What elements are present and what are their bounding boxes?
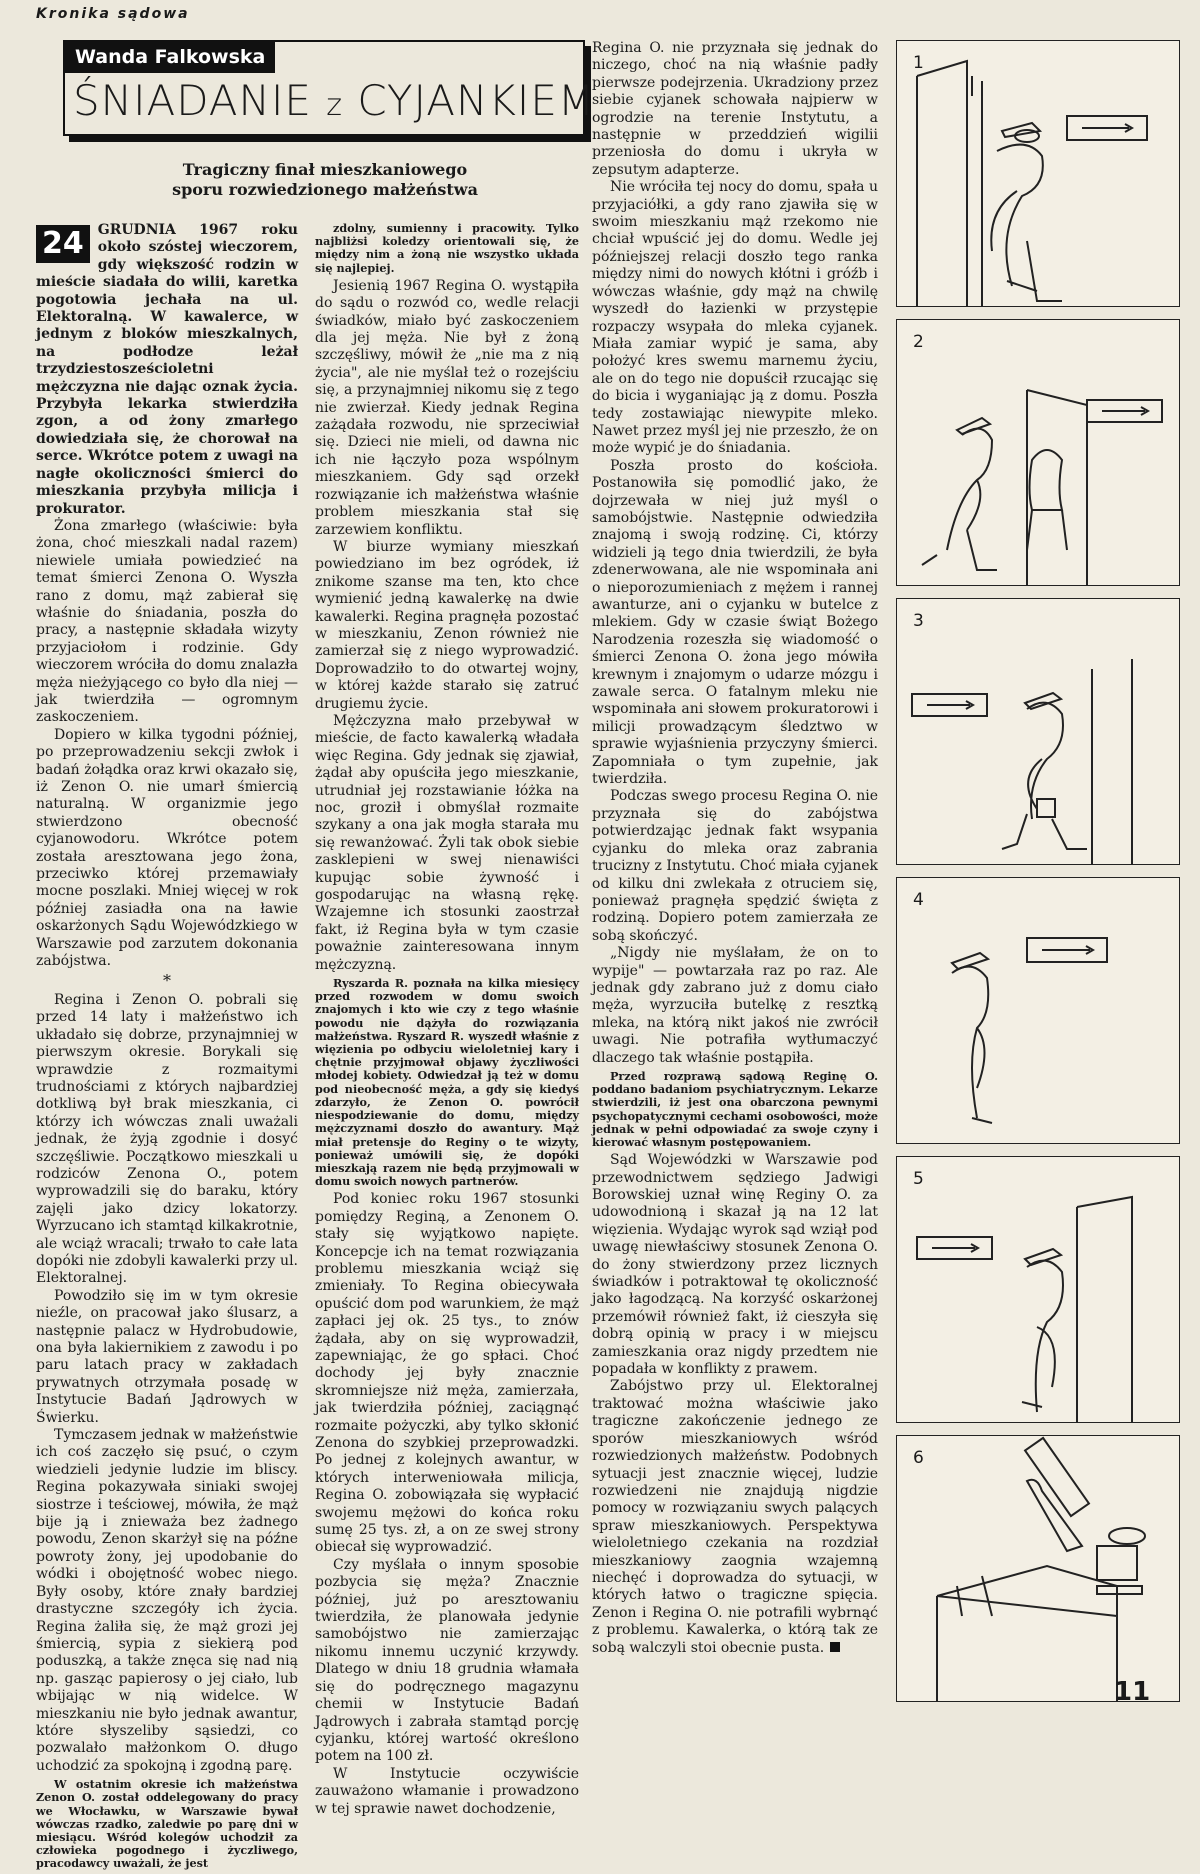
paragraph-small: Ryszarda R. poznała na kilka miesięcy przed rozwodem w domu swoich znajomych i kto wie czy z tego właśnie powodu nie dążyła do rozwiązania małżeństwa. Ryszard R. wyszedł właśnie z więzienia po odbyciu wieloletniej kary i chętnie przyjmował objawy życzliwości młodej kobiety. Odwiedzał ją też w domu pod nieobecność męża, a gdy się kiedyś zdarzyło, że Zenon O. powrócił niespodziewanie do domu, między mężczyznami doszło do awantury. Mąż miał pretensje do Reginy o te wizyty, ponieważ umówili się, że dopóki mieszkają razem nie będą przyjmowali w domu swoich nowych partnerów.: [315, 976, 579, 1189]
comic-panel-1: [896, 40, 1180, 307]
paragraph: W Instytucie oczywiście zauważono włamanie i prowadzono w tej sprawie nawet dochodzenie,: [315, 1765, 579, 1817]
article-column-2: [315, 222, 579, 1818]
paragraph: Dopiero w kilka tygodni później, po przeprowadzeniu sekcji zwłok i badań żołądka oraz krwi okazało się, iż Zenon O. nie umarł śmiercią naturalną. W organizmie jego stwierdzono obecność cyjanowodoru. Wkrótce potem została aresztowana jego żona, przeciwko której przemawiały mocne poszlaki. Mniej więcej w rok później zasiadła ona na ławie oskarżonych Sądu Wojewódzkiego w Warszawie pod zarzutem dokonania zabójstwa.: [36, 726, 298, 970]
paragraph: Regina O. nie przyznała się jednak do niczego, choć na nią właśnie padły pierwsze podejrzenia. Ukradziony przez siebie cyjanek schowała najpierw w ogrodzie na terenie Instytutu, a następnie w przeddzień wigilii przeniosła do domu i ukryła w zepsutym adapterze.: [592, 40, 878, 178]
paragraph: Nie wróciła tej nocy do domu, spała u przyjaciółki, a gdy rano zjawiła się w swoim mieszkaniu mąż rzekomo nie chciał wpuścić jej do domu. Wedle jej późniejszej relacji doszło tego ranka między nimi do nowych kłótni i gróźb i wówczas właśnie, gdy mąż na chwilę wyszedł do łazienki w przystępie rozpaczy wsypała do mleka cyjanek. Miała zamiar wypić je sama, aby położyć kres swemu marnemu życiu, ale on do tego nie dopuścił rzucając się do bicia i wyganiając ją z domu. Poszła tedy zostawiając niewypite mleko. Nawet przez myśl jej nie przeszło, że on może wypić je do śniadania.: [592, 179, 878, 457]
paragraph-small: Przed rozprawą sądową Reginę O. poddano badaniom psychiatrycznym. Lekarze stwierdzili, iż jest ona obarczona pewnymi psychopatycznymi cechami osobowości, może jednak w pełni odpowiadać za swoje czyny i kierować własnym postępowaniem.: [592, 1068, 878, 1149]
paragraph: Sąd Wojewódzki w Warszawie pod przewodnictwem sędziego Jadwigi Borowskiej uznał winę Reginy O. za udowodnioną i skazał ją na 12 lat więzienia. Wydając wyrok sąd wziął pod uwagę niewłaściwy stosunek Zenona O. do żony stwierdzony przez licznych świadków i potraktował tę okoliczność jako łagodzącą. Na korzyść oskarżonej przemówił również fakt, iż cieszyła się dobrą opinią w pracy i w miejscu zamieszkania oraz nigdy przedtem nie popadała w konflikty z prawem.: [592, 1152, 878, 1378]
paragraph: W biurze wymiany mieszkań powiedziano im bez ogródek, iż znikome szanse ma ten, kto chce wymienić jedną kawalerkę na dwie kawalerki. Regina pragnęła pozostać w mieszkaniu, Zenon również nie zamierzał się z niego wyprowadzić. Doprowadziło to do otwartej wojny, w której każde starało się zatruć drugiemu życie.: [315, 538, 579, 712]
subtitle-line-2: sporu rozwiedzionego małżeństwa: [172, 180, 478, 199]
panel-illustration: [897, 1436, 1179, 1701]
article-column-1: [36, 222, 298, 1874]
paragraph: Pod koniec roku 1967 stosunki pomiędzy Reginą, a Zenonem O. stały się wyjątkowo napięte. Koncepcje ich na temat rozwiązania problemu mieszkania wciąż się zmieniały. To Regina obiecywała opuścić dom pod warunkiem, że mąż zapłaci jej ok. 25 tys., to znów żądała, aby on się wyprowadził, zapewniając, że go spłaci. Choć dochody jej były znacznie skromniejsze niż męża, zamierzała, jak twierdziła później, zaciągnąć rozmaite pożyczki, aby tylko skłonić Zenona do szybkiej przeprowadzki. Po jednej z kolejnych awantur, w których interweniowała milicja, Regina O. zobowiązała się wypłacić swojemu mężowi do końca roku sumę 25 tys. zł, a on ze swej strony obiecał się wyprowadzić.: [315, 1191, 579, 1556]
section-separator: *: [163, 971, 171, 991]
comic-panel-6: [896, 1435, 1180, 1702]
paragraph: „Nigdy nie myślałam, że on to wypije" — powtarzała raz po raz. Ale jednak gdy zabrano już z domu ciało męża, wyrzuciła butelkę z resztką mleka, na którą nikt jakoś nie zwrócił uwagi. Nie potrafiła wytłumaczyć dlaczego tak właśnie postąpiła.: [592, 945, 878, 1066]
panel-number: 4: [913, 890, 924, 910]
paragraph: Mężczyzna mało przebywał w mieście, de facto kawalerką władała więc Regina. Gdy jednak się zjawiał, żądał aby opuściła jego mieszkanie, utrudniał jej rozstawianie łóżka na noc, groził i obmyślał rozmaite szykany a ona jak mogła starała mu się rewanżować. Żyli tak obok siebie zasklepieni w swej nienawiści kupując sobie żywność i gospodarując na własną rękę. Wzajemne ich stosunki zaostrzał fakt, iż Regina była w tym czasie poważnie zainteresowana innym mężczyzną.: [315, 712, 579, 973]
section-label: Kronika sądowa: [36, 6, 190, 22]
paragraph: Jesienią 1967 Regina O. wystąpiła do sądu o rozwód co, wedle relacji świadków, miało być zaskoczeniem dla jej męża. Nie był z żoną szczęśliwy, mówił że „nie ma z nią życia", ale nie myślał też o rozejściu się, a przynajmniej nikomu się z tego nie zwierzał. Kiedy jednak Regina zażądała rozwodu, nie sprzeciwiał się. Dzieci nie mieli, od dawna nic ich nie łączyło poza wspólnym mieszkaniem. Gdy sąd orzekł rozwiązanie ich małżeństwa właśnie problem mieszkania stał się zarzewiem konfliktu.: [315, 277, 579, 538]
comic-panel-3: [896, 598, 1180, 865]
panel-illustration: [897, 1157, 1179, 1422]
panel-number: 6: [913, 1448, 924, 1468]
end-mark: [830, 1642, 840, 1652]
paragraph: [592, 1378, 878, 1657]
panel-number: 1: [913, 53, 924, 73]
article-column-3: [592, 40, 878, 1657]
panel-number: 5: [913, 1169, 924, 1189]
closing-text: Zabójstwo przy ul. Elektoralnej traktować można właściwie jako tragiczne zakończenie jednego ze sporów mieszkaniowych wśród rozwiedzionych małżeństw. Podobnych sytuacji jest znacznie więcej, ludzie rozwiedzeni nie znajdują nigdzie pomocy w rozwiązaniu swych palących spraw mieszkaniowych. Perspektywa wieloletniego czekania na rozdział mieszkaniowy zaognia wzajemną niechęć i doprowadza do sytuacji, w których łatwo o tragiczne spięcia. Zenon i Regina O. nie potrafili wybrnąć z problemu. Kawalerka, o którą tak ze sobą walczyli stoi obecnie pusta.: [592, 1378, 878, 1656]
lead-text: GRUDNIA 1967 roku około szóstej wieczorem, gdy większość rodzin w mieście siadała do wilii, karetka pogotowia jechała na ul. Elektoralną. W kawalerce, w jednym z bloków mieszkalnych, na podłodze leżał trzydziestosześcioletni mężczyzna nie dając oznak życia. Przybyła lekarka stwierdziła zgon, a od żony zmarłego dowiedziała się, że chorował na serce. Wkrótce potem z uwagi na nagłe okoliczności śmierci do mieszkania przybyła milicja i prokurator.: [36, 222, 298, 517]
article-subtitle: [130, 160, 520, 200]
comic-strip: [896, 40, 1182, 1702]
paragraph: Regina i Zenon O. pobrali się przed 14 laty i małżeństwo ich układało się dobrze, przynajmniej w pierwszym okresie. Borykali się wprawdzie z rozmaitymi trudnościami z których najbardziej dotkliwą był brak mieszkania, ci którzy ich wówczas znali uważali jednak, że żyją zgodnie i dosyć szczęśliwie. Początkowo mieszkali u rodziców Zenona O., potem wyprowadzili się do baraku, który zajęli jako dzicy lokatorzy. Wyrzucano ich stamtąd kilkakrotnie, ale wciąż wracali; trwało to całe lata dopóki nie zdobyli kawalerki przy ul. Elektoralnej.: [36, 991, 298, 1287]
article-title: [73, 76, 596, 131]
title-part-1: ŚNIADANIE: [73, 76, 312, 125]
paragraph: Czy myślała o innym sposobie pozbycia się męża? Znacznie później, już po aresztowaniu twierdziła, że planowała jedynie samobójstwo nie zamierzając nikomu innemu uczynić krzywdy. Dlatego w dniu 18 grudnia włamała się do podręcznego magazynu chemii w Instytucie Badań Jądrowych i zabrała stamtąd porcję cyjanku, której wartość określono potem na 100 zł.: [315, 1556, 579, 1765]
paragraph: Powodziło się im w tym okresie nieźle, on pracował jako ślusarz, a następnie palacz w Hydrobudowie, ona była lakiernikiem z zawodu i po paru latach pracy w zakładach prywatnych otrzymała posadę w Instytucie Badań Jądrowych w Świerku.: [36, 1287, 298, 1426]
title-box: [63, 40, 596, 136]
paragraph: Żona zmarłego (właściwie: była żona, choć mieszkali nadal razem) niewiele umiała powiedzieć na temat śmierci Zenona O. Wyszła rano z domu, mąż zabierał się właśnie do śniadania, poszła do pracy, a następnie składała wizyty przyjaciołom i rodzinie. Gdy wieczorem wróciła do domu znalazła męża nieżyjącego co było dla niej — jak twierdziła — ogromnym zaskoczeniem.: [36, 517, 298, 726]
paragraph: Poszła prosto do kościoła. Postanowiła się pomodlić jako, że dojrzewała w niej już myśl o samobójstwie. Następnie odwiedziła znajomą i swoją rodzinę. Ci, którzy widzieli ją tego dnia twierdzili, że była zdenerwowana, ale nie wspominała ani o nieporozumieniach z mężem i rannej awanturze, ani o cyjanku w butelce z mlekiem. Gdy w czasie świąt Bożego Narodzenia rozeszła się wiadomość o śmierci Zenona O. żona jego mówiła krewnym i znajomym o udarze mózgu i zawale serca. O fatalnym mleku nie wspominała ani słowem prokuratorowi i milicji prowadzącym śledztwo w sprawie wyjaśnienia przyczyny śmierci. Zapomniała o tym zupełnie, jak twierdziła.: [592, 457, 878, 788]
panel-illustration: [897, 41, 1179, 306]
paragraph-small: zdolny, sumienny i pracowity. Tylko najbliżsi koledzy orientowali się, że między nim a żoną nie wszystko układa się najlepiej.: [315, 221, 579, 275]
panel-illustration: [897, 599, 1179, 864]
panel-illustration: [897, 878, 1179, 1143]
panel-number: 3: [913, 611, 924, 631]
comic-panel-2: [896, 319, 1180, 586]
comic-panel-4: [896, 877, 1180, 1144]
panel-number: 2: [913, 332, 924, 352]
title-part-3: CYJANKIEM: [357, 76, 596, 125]
title-part-2: z: [326, 88, 343, 123]
author-name: Wanda Falkowska: [65, 42, 275, 73]
comic-panel-5: [896, 1156, 1180, 1423]
paragraph: Tymczasem jednak w małżeństwie ich coś zaczęło się psuć, o czym wiedzieli jedynie ludzie im bliscy. Regina pokazywała siniaki swojej siostrze i teściowej, mówiła, że mąż bije ją i znieważa bez żadnego powodu, Zenon skarżył się na późne powroty żony, jej upodobanie do wódki i obojętność wobec niego. Były osoby, które znały bardziej drastyczne szczegóły ich życia. Regina żaliła się, że mąż grozi jej śmiercią, sypia z siekierą pod poduszką, a także znęca się nad nią np. gasząc papierosy o jej ciało, lub wbijając w nią widelce. W mieszkaniu nie było jednak awantur, które słyszeliby sąsiedzi, co pozwalało małżonkom O. długo uchodzić za spokojną i zgodną parę.: [36, 1427, 298, 1774]
lead-paragraph: [36, 222, 298, 518]
paragraph: Podczas swego procesu Regina O. nie przyznała się do zabójstwa potwierdzając jednak fakt wsypania cyjanku do mleka oraz zabrania trucizny z Instytutu. Choć miała cyjanek od kilku dni zwlekała z otruciem się, ponieważ pragnęła spędzić święta z rodziną. Dopiero potem zamierzała ze sobą skończyć.: [592, 788, 878, 944]
panel-illustration: [897, 320, 1179, 585]
paragraph-small: W ostatnim okresie ich małżeństwa Zenon O. został oddelegowany do pracy we Włocławku, w Warszawie bywał wówczas rzadko, zaledwie po parę dni w miesiącu. Wśród kolegów uchodził za człowieka pogodnego i życzliwego, pracodawcy uważali, że jest: [36, 1777, 298, 1871]
dropcap-date: 24: [36, 225, 90, 263]
page-number: 11: [1114, 1677, 1151, 1707]
subtitle-line-1: Tragiczny finał mieszkaniowego: [182, 160, 468, 179]
